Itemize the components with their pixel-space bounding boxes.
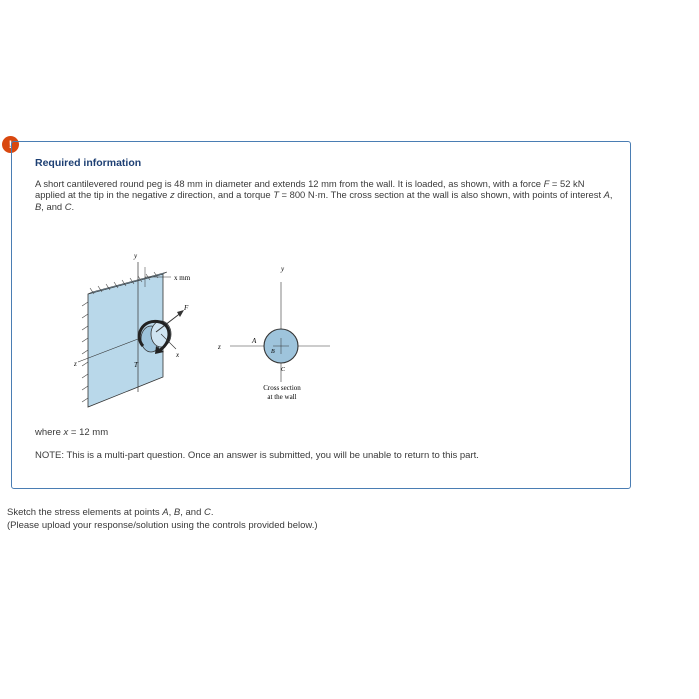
required-information-card [11, 141, 631, 489]
svg-text:Cross section: Cross section [263, 384, 301, 392]
svg-text:B: B [271, 349, 275, 355]
note-statement: NOTE: This is a multi-part question. Once an answer is submitted, you will be unable to return to this part. [35, 450, 479, 461]
svg-text:y: y [281, 265, 285, 273]
svg-text:x: x [176, 351, 180, 359]
upload-instructions: (Please upload your response/solution using the controls provided below.) [7, 520, 318, 531]
info-title: Required information [35, 157, 142, 169]
svg-text:z: z [74, 360, 77, 368]
svg-text:C: C [281, 367, 286, 373]
task-prompt: Sketch the stress elements at points A, B, and C. [7, 507, 214, 518]
svg-text:z: z [218, 343, 221, 351]
svg-text:T: T [134, 361, 138, 369]
svg-text:A: A [252, 337, 257, 345]
svg-text:x mm: x mm [174, 274, 191, 282]
alert-icon: ! [2, 136, 19, 153]
where-statement: where x = 12 mm [35, 427, 109, 438]
svg-text:at the wall: at the wall [267, 393, 297, 401]
peg-figure [68, 242, 338, 412]
cross-section [217, 265, 330, 401]
svg-text:y: y [134, 252, 138, 260]
svg-text:F: F [184, 304, 189, 312]
problem-statement: A short cantilevered round peg is 48 mm in diameter and extends 12 mm from the wall. It is loaded, as shown, with a force F = 52 kN applied at the tip in the negative z direction, and a torque T = 800 N·m. The cross section at the wall is also shown, with points of interest A, B, and C. [35, 178, 613, 212]
